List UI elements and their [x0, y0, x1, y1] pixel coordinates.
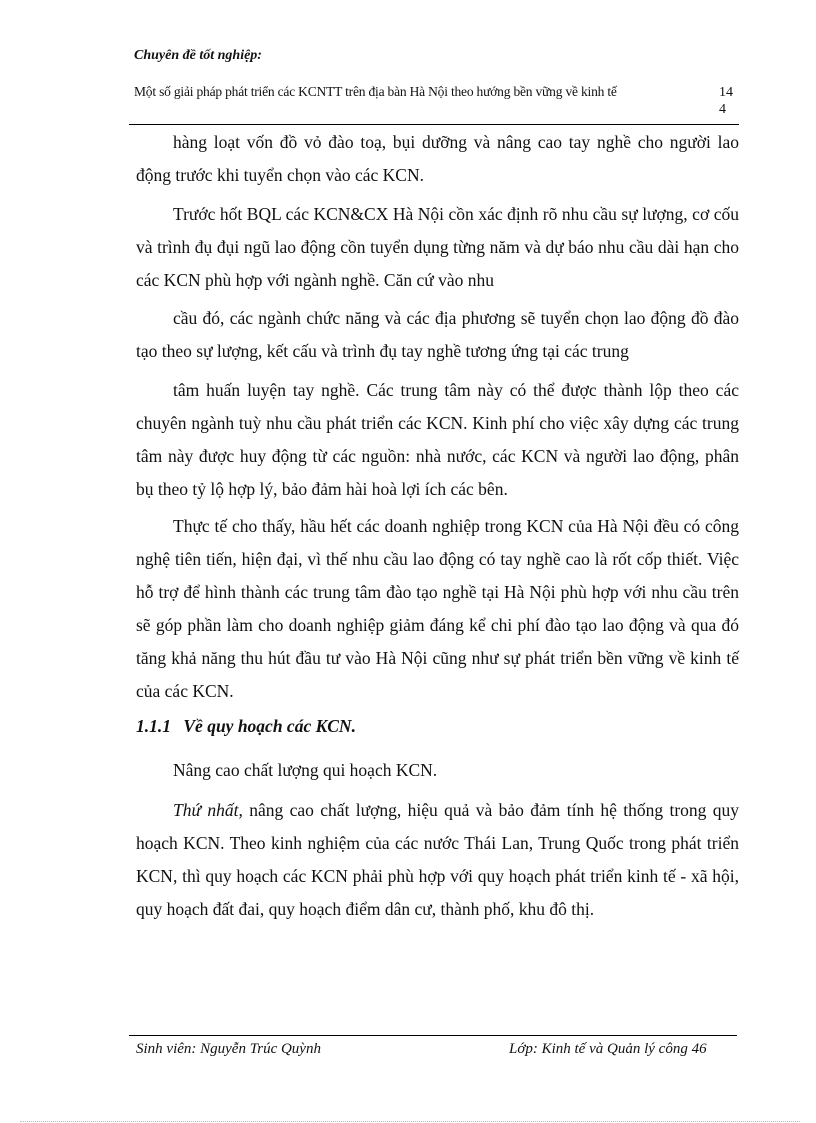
page-number: 144	[719, 85, 733, 117]
paragraph-5-body: nâng cao chất lượng, hiệu quả và bảo đảm tính hệ thống trong quy hoạch KCN. Theo kinh nghiệm của các nước Thái Lan, Trung Quốc trong phát triển KCN, thì quy hoạch các KCN phải phù hợp với quy hoạch phát triển kinh tế - xã hội, quy hoạch đất đai, quy hoạch điểm dân cư, thành phố, khu đô thị.	[136, 800, 740, 919]
document-topic: Chuyên đề tốt nghiệp:	[134, 48, 262, 63]
paragraph-2-part-a: Trước hốt BQL các KCN&CX Hà Nội cồn xác định rõ nhu cầu sự lượng, cơ cốu và trình đụ đụi ngũ lao động cồn tuyển dụng từng năm và dự báo nhu cầu dài hạn cho các KCN phù hợp với ngành nghề. Căn cứ vào nhu	[136, 204, 739, 290]
section-title: Về quy hoạch các KCN.	[183, 716, 356, 736]
paragraph-1-text: hàng loạt vốn đồ vỏ đào toạ, bụi dưỡng và nâng cao tay nghề cho người lao động trước khi tuyển chọn vào các KCN.	[136, 132, 739, 185]
section-number: 1.1.1	[136, 716, 171, 736]
paragraph-5-lead: Thứ nhất,	[173, 800, 243, 820]
paragraph-4	[136, 754, 739, 787]
paragraph-5	[136, 794, 739, 926]
paragraph-2b	[136, 302, 739, 368]
page-edge	[20, 1121, 800, 1122]
footer-class: Lớp: Kinh tế và Quản lý công 46	[509, 1041, 707, 1057]
paragraph-2-part-c: tâm huấn luyện tay nghề. Các trung tâm này có thể được thành lộp theo các chuyên ngành tuỳ nhu cầu phát triển các KCN. Kinh phí cho việc xây dựng các trung tâm này được huy động từ các nguồn: nhà nước, các KCN và người lao động, phân bụ theo tỷ lộ hợp lý, bảo đảm hài hoà lợi ích các bên.	[136, 380, 739, 499]
document-subtitle: Một số giải pháp phát triển các KCNTT trên địa bàn Hà Nội theo hướng bền vững về kinh tế	[134, 84, 617, 99]
footer-student: Sinh viên: Nguyễn Trúc Quỳnh	[136, 1041, 321, 1057]
paragraph-3-text: Thực tế cho thấy, hầu hết các doanh nghiệp trong KCN của Hà Nội đều có công nghệ tiên tiến, hiện đại, vì thế nhu cầu lao động có tay nghề cao là rốt cốp thiết. Việc hỗ trợ để hình thành các trung tâm đào tạo nghề tại Hà Nội phù hợp với nhu cầu trên sẽ góp phần làm cho doanh nghiệp giảm đáng kể chi phí đào tạo lao động và qua đó tăng khả năng thu hút đầu tư vào Hà Nội cũng như sự phát triển bền vững về kinh tế của các KCN.	[136, 516, 739, 701]
paragraph-2	[136, 198, 739, 297]
footer-divider	[129, 1035, 737, 1036]
paragraph-3	[136, 510, 739, 708]
paragraph-4-text: Nâng cao chất lượng qui hoạch KCN.	[173, 760, 438, 780]
paragraph-1	[136, 126, 739, 192]
paragraph-2-part-b: cầu đó, các ngành chức năng và các địa phương sẽ tuyển chọn lao động đồ đào tạo theo sự lượng, kết cấu và trình đụ tay nghề tương ứng tại các trung	[136, 308, 739, 361]
header-divider	[129, 124, 739, 125]
paragraph-5-text	[136, 794, 739, 926]
section-heading	[136, 716, 356, 737]
paragraph-2c	[136, 374, 739, 506]
